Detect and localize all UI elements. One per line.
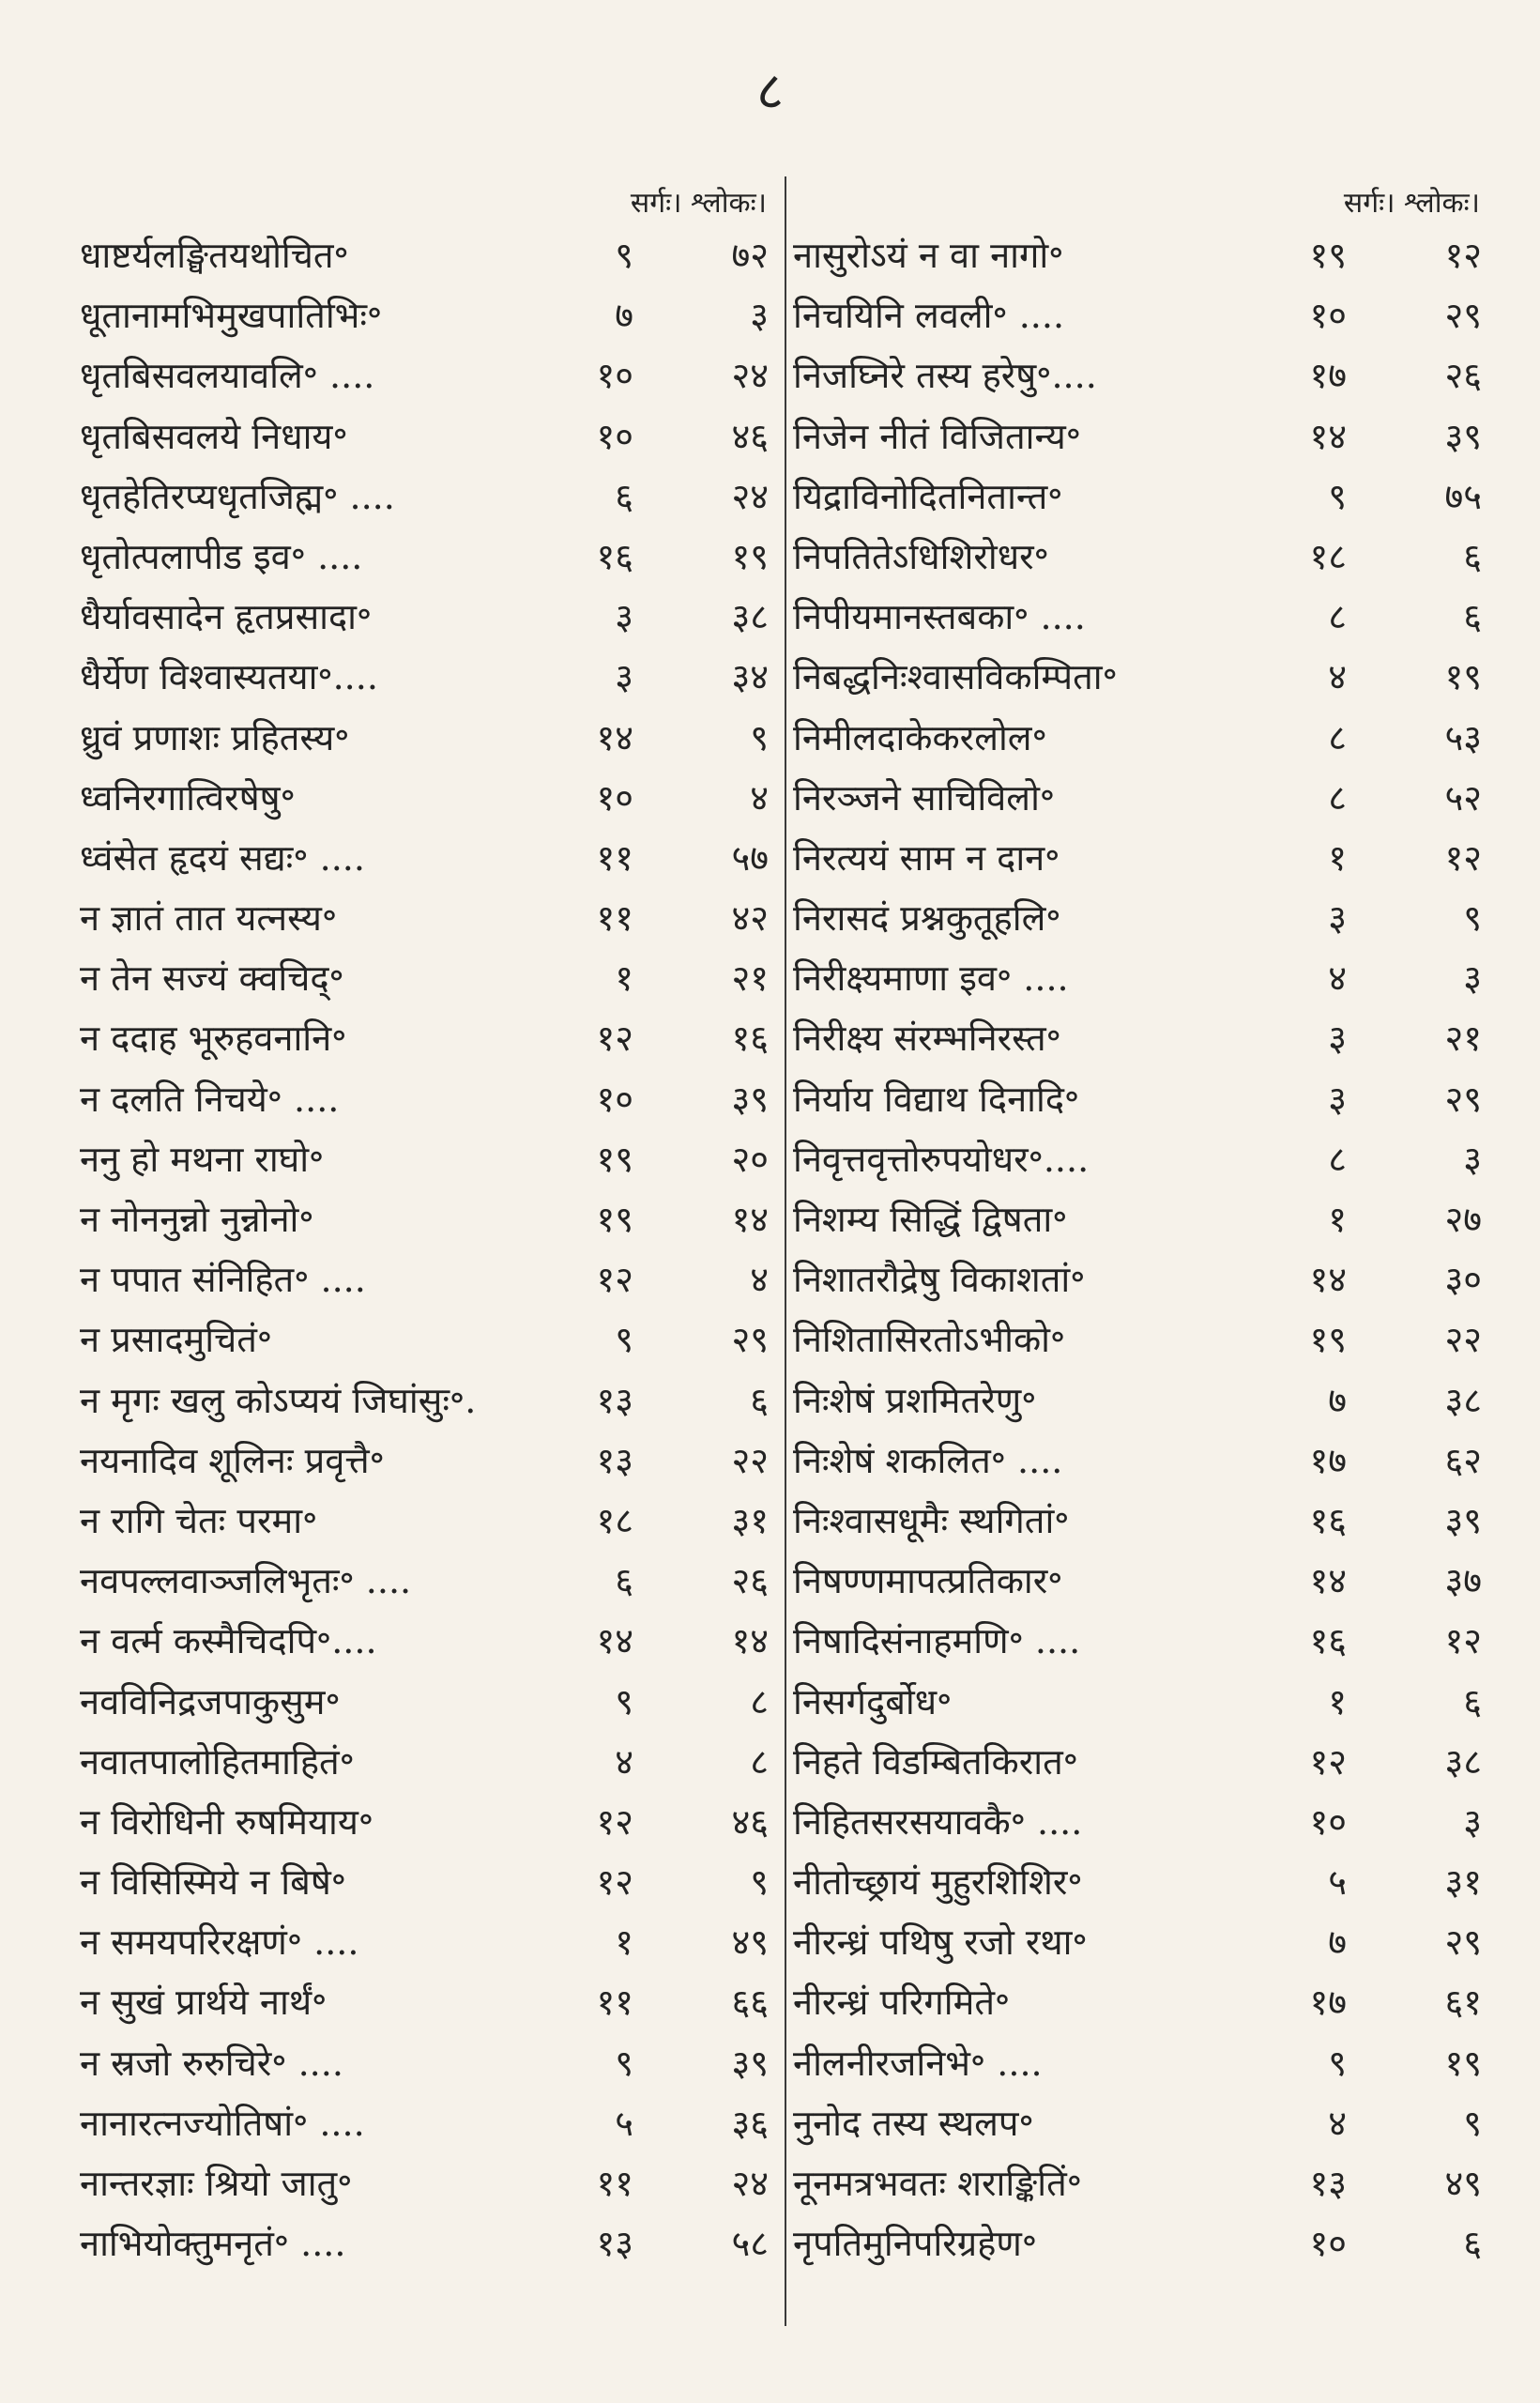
index-entry-row (793, 1249, 1487, 1309)
entry-text: न नोननुन्नो नुन्नोनो॰ (80, 1199, 314, 1240)
entry-text: नान्तरज्ञाः श्रियो जातु॰ (80, 2163, 353, 2204)
shloka-number: ६१ (1444, 1982, 1482, 2024)
left-column (80, 176, 774, 2273)
index-entry-row (793, 345, 1487, 406)
sarga-number: १६ (1309, 1620, 1347, 1662)
entry-text: निपतितेऽधिशिरोधर॰ (793, 535, 1049, 577)
sarga-number: १ (615, 957, 633, 1000)
index-entry-row (80, 708, 774, 768)
sarga-number: १४ (596, 1620, 633, 1662)
sarga-number: ४ (615, 1740, 633, 1783)
sarga-number: १७ (1309, 1982, 1347, 2024)
entry-text: निरत्ययं साम न दान॰ (793, 836, 1060, 879)
shloka-number: २१ (1444, 1018, 1482, 1060)
entry-text: नवपल्लवाञ्जलिभृतः॰ .... (80, 1560, 412, 1602)
index-entry-row (80, 1309, 774, 1370)
page-number: ८ (755, 61, 785, 122)
shloka-number: ७५ (1444, 475, 1482, 517)
index-entry-row (80, 1792, 774, 1852)
shloka-number: ४९ (731, 1921, 769, 1964)
entry-text: न विरोधिनी रुषमियाय॰ (80, 1800, 374, 1843)
sarga-number: ५ (615, 2102, 633, 2144)
shloka-number: ६ (1463, 535, 1482, 577)
shloka-number: ३९ (731, 1078, 769, 1120)
index-entry-row (80, 285, 774, 345)
entry-text: धूतानामभिमुखपातिभिः॰ (80, 295, 383, 337)
entry-text: निःशेषं शकलित॰ .... (793, 1439, 1063, 1481)
sarga-number: ३ (1328, 1078, 1347, 1120)
index-entry-row (80, 225, 774, 285)
index-entry-row (80, 1732, 774, 1792)
sarga-number: ९ (615, 1680, 633, 1722)
shloka-number: ३९ (731, 2042, 769, 2084)
entry-text: निषादिसंनाहमणि॰ .... (793, 1620, 1081, 1662)
sarga-number: ११ (596, 2163, 633, 2204)
sarga-number: १४ (1309, 1259, 1347, 1301)
entry-text: नासुरोऽयं न वा नागो॰ (793, 235, 1064, 276)
entry-text: न स्रजो रुरुचिरे॰ .... (80, 2042, 343, 2084)
index-entry-row (80, 1672, 774, 1732)
index-entry-row (793, 948, 1487, 1008)
entry-text: नूनमत्रभवतः शराङ्कितिं॰ (793, 2163, 1082, 2204)
index-entry-row (80, 1551, 774, 1611)
entry-text: ध्वंसेत हृदयं सद्यः॰ .... (80, 836, 365, 879)
shloka-number: ३ (1463, 957, 1482, 1000)
left-header-label: सर्गः। श्लोकः। (630, 187, 767, 220)
entry-text: ध्वनिरगात्विरषेषु॰ (80, 776, 296, 819)
entry-text: निशम्य सिद्धिं द्विषता॰ (793, 1199, 1068, 1240)
shloka-number: १९ (1444, 2042, 1482, 2084)
shloka-number: १२ (1444, 235, 1482, 276)
index-entry-row (793, 2033, 1487, 2093)
entry-text: धाष्टर्यलङ्घितयथोचित॰ (80, 235, 349, 276)
entry-text: ध्रुवं प्रणाशः प्रहितस्य॰ (80, 716, 350, 758)
shloka-number: ४ (750, 1259, 769, 1301)
shloka-number: ३ (1463, 1138, 1482, 1180)
index-entry-row (80, 2033, 774, 2093)
sarga-number: ९ (615, 1319, 633, 1361)
index-entry-row (80, 828, 774, 888)
index-entry-row (80, 2093, 774, 2153)
sarga-number: १३ (596, 1379, 633, 1421)
entry-text: नुनोद तस्य स्थलप॰ (793, 2102, 1034, 2144)
entry-text: यिद्राविनोदितनितान्त॰ (793, 475, 1063, 517)
entry-text: न प्रसादमुचितं॰ (80, 1319, 273, 1361)
index-entry-row (793, 1129, 1487, 1189)
sarga-number: ५ (1328, 1861, 1347, 1904)
sarga-number: ११ (596, 836, 633, 879)
entry-text: निःशेषं प्रशमितरेणु॰ (793, 1379, 1037, 1421)
entry-text: निर्याय विद्याथ दिनादि॰ (793, 1078, 1080, 1120)
entry-text: निबद्धनिःश्वासविकम्पिता॰ (793, 656, 1118, 698)
shloka-number: २४ (731, 355, 769, 397)
entry-text: निचयिनि लवली॰ .... (793, 295, 1065, 337)
shloka-number: २६ (1444, 355, 1482, 397)
shloka-number: १९ (731, 535, 769, 577)
index-entry-row (80, 587, 774, 647)
index-entry-row (80, 1069, 774, 1129)
index-entry-row (793, 467, 1487, 527)
shloka-number: ३८ (1444, 1379, 1482, 1421)
entry-text: न पपात संनिहित॰ .... (80, 1259, 366, 1301)
right-column (793, 176, 1487, 2273)
shloka-number: ३८ (1444, 1740, 1482, 1783)
index-entry-row (80, 1431, 774, 1491)
sarga-number: १७ (1309, 355, 1347, 397)
index-entry-row (80, 467, 774, 527)
index-entry-row (793, 406, 1487, 467)
sarga-number: १० (596, 415, 633, 457)
entry-text: निहितसरसयावकै॰ .... (793, 1800, 1083, 1843)
shloka-number: ९ (1463, 2102, 1482, 2144)
shloka-number: ३४ (731, 656, 769, 698)
shloka-number: ९ (750, 1861, 769, 1904)
sarga-number: ९ (615, 2042, 633, 2084)
shloka-number: ७२ (731, 235, 769, 276)
shloka-number: ५३ (1444, 716, 1482, 758)
index-entry-row (80, 1491, 774, 1551)
shloka-number: २६ (731, 1560, 769, 1602)
sarga-number: ७ (1328, 1379, 1347, 1421)
index-entry-row (80, 1189, 774, 1249)
sarga-number: ९ (1328, 475, 1347, 517)
entry-text: निरीक्ष्यमाणा इव॰ .... (793, 957, 1069, 1000)
sarga-number: ३ (1328, 897, 1347, 940)
entry-text: निरीक्ष्य संरम्भनिरस्त॰ (793, 1018, 1061, 1060)
entry-text: निसर्गदुर्बोध॰ (793, 1680, 953, 1722)
entry-text: न समयपरिरक्षणं॰ .... (80, 1921, 359, 1964)
shloka-number: ४२ (731, 897, 769, 940)
entry-text: न मृगः खलु कोऽप्ययं जिघांसुः॰. (80, 1379, 477, 1421)
entry-text: निशातरौद्रेषु विकाशतां॰ (793, 1259, 1086, 1301)
index-entry-row (793, 1491, 1487, 1551)
sarga-number: ३ (615, 596, 633, 638)
index-entry-row (793, 2093, 1487, 2153)
index-entry-row (793, 527, 1487, 587)
sarga-number: १८ (596, 1499, 633, 1541)
sarga-number: ८ (1328, 776, 1347, 819)
index-entry-row (80, 1852, 774, 1912)
right-column-header (793, 176, 1487, 225)
sarga-number: १२ (1309, 1740, 1347, 1783)
entry-text: निशितासिरतोऽभीको॰ (793, 1319, 1066, 1361)
sarga-number: ७ (1328, 1921, 1347, 1964)
right-header-label: सर्गः। श्लोकः। (1343, 187, 1480, 220)
entry-text: निरञ्जने साचिविलो॰ (793, 776, 1056, 819)
left-column-header (80, 176, 774, 225)
entry-text: निरासदं प्रश्नकुतूहलि॰ (793, 897, 1061, 940)
index-entry-row (793, 225, 1487, 285)
sarga-number: १० (1309, 2223, 1347, 2265)
index-entry-row (793, 1611, 1487, 1671)
index-entry-row (793, 285, 1487, 345)
entry-text: नीरन्ध्रं परिगमिते॰ (793, 1982, 1011, 2024)
sarga-number: १० (596, 1078, 633, 1120)
index-entry-row (80, 768, 774, 828)
index-entry-row (793, 2213, 1487, 2273)
entry-text: धृतोत्पलापीड इव॰ .... (80, 535, 363, 577)
shloka-number: ६ (750, 1379, 769, 1421)
shloka-number: ३१ (731, 1499, 769, 1541)
sarga-number: १० (1309, 1800, 1347, 1843)
sarga-number: ७ (615, 295, 633, 337)
entry-text: न विसिस्मिये न बिषे॰ (80, 1861, 346, 1904)
index-entry-row (793, 1792, 1487, 1852)
shloka-number: ६६ (731, 1982, 769, 2024)
shloka-number: १४ (731, 1199, 769, 1240)
sarga-number: ६ (615, 475, 633, 517)
sarga-number: ९ (1328, 2042, 1347, 2084)
sarga-number: १ (1328, 1680, 1347, 1722)
index-entry-row (793, 2153, 1487, 2213)
sarga-number: १६ (1309, 1499, 1347, 1541)
sarga-number: ९ (615, 235, 633, 276)
index-entry-row (80, 888, 774, 948)
entry-text: धृतबिसवलये निधाय॰ (80, 415, 348, 457)
entry-text: नानारत्नज्योतिषां॰ .... (80, 2102, 365, 2144)
shloka-number: ९ (1463, 897, 1482, 940)
shloka-number: २२ (731, 1439, 769, 1481)
entry-text: नाभियोक्तुमनृतं॰ .... (80, 2223, 346, 2265)
index-entry-row (80, 527, 774, 587)
index-entry-row (793, 1431, 1487, 1491)
shloka-number: ८ (750, 1740, 769, 1783)
entry-text: न रागि चेतः परमा॰ (80, 1499, 318, 1541)
index-entry-row (793, 1551, 1487, 1611)
shloka-number: ५७ (731, 836, 769, 879)
sarga-number: १० (596, 355, 633, 397)
shloka-number: ३ (750, 295, 769, 337)
entry-text: नयनादिव शूलिनः प्रवृत्तै॰ (80, 1439, 385, 1481)
index-entry-row (793, 828, 1487, 888)
shloka-number: १६ (731, 1018, 769, 1060)
entry-text: निपीयमानस्तबका॰ .... (793, 596, 1086, 638)
index-entry-row (80, 1611, 774, 1671)
index-entry-row (80, 2153, 774, 2213)
index-entry-row (80, 345, 774, 406)
shloka-number: ३० (1444, 1259, 1482, 1301)
shloka-number: ८ (750, 1680, 769, 1722)
index-entry-row (80, 1249, 774, 1309)
entry-text: निजघ्निरे तस्य हरेषु॰.... (793, 355, 1097, 397)
shloka-number: २१ (731, 957, 769, 1000)
shloka-number: २९ (1444, 1921, 1482, 1964)
sarga-number: १३ (1309, 2163, 1347, 2204)
entry-text: निषण्णमापत्प्रतिकार॰ (793, 1560, 1063, 1602)
index-entry-row (80, 1912, 774, 1972)
shloka-number: ३९ (1444, 415, 1482, 457)
entry-text: नीरन्ध्रं पथिषु रजो रथा॰ (793, 1921, 1088, 1964)
right-entry-list (793, 225, 1487, 2273)
entry-text: नवातपालोहितमाहितं॰ (80, 1740, 355, 1783)
shloka-number: ३ (1463, 1800, 1482, 1843)
entry-text: निःश्वासधूमैः स्थगितां॰ (793, 1499, 1070, 1541)
sarga-number: ११ (596, 1982, 633, 2024)
sarga-number: ३ (1328, 1018, 1347, 1060)
entry-text: नीतोच्छ्रायं मुहुरशिशिर॰ (793, 1861, 1083, 1904)
index-entry-row (793, 1912, 1487, 1972)
shloka-number: ४६ (731, 1800, 769, 1843)
sarga-number: १९ (596, 1138, 633, 1180)
shloka-number: ४ (750, 776, 769, 819)
column-divider (785, 176, 786, 2326)
shloka-number: ४६ (731, 415, 769, 457)
sarga-number: १८ (1309, 535, 1347, 577)
sarga-number: ३ (615, 656, 633, 698)
entry-text: न दलति निचये॰ .... (80, 1078, 340, 1120)
shloka-number: ३८ (731, 596, 769, 638)
sarga-number: १० (596, 776, 633, 819)
shloka-number: २४ (731, 2163, 769, 2204)
shloka-number: ३६ (731, 2102, 769, 2144)
index-entry-row (80, 647, 774, 707)
shloka-number: २२ (1444, 1319, 1482, 1361)
sarga-number: १४ (1309, 415, 1347, 457)
sarga-number: १ (615, 1921, 633, 1964)
entry-text: नृपतिमुनिपरिग्रहेण॰ (793, 2223, 1038, 2265)
sarga-number: ११ (596, 897, 633, 940)
shloka-number: ६ (1463, 2223, 1482, 2265)
sarga-number: १७ (1309, 1439, 1347, 1481)
entry-text: न ददाह भूरुहवनानि॰ (80, 1018, 347, 1060)
index-entry-row (80, 948, 774, 1008)
index-entry-row (80, 1129, 774, 1189)
entry-text: निजेन नीतं विजितान्य॰ (793, 415, 1081, 457)
shloka-number: ५८ (731, 2223, 769, 2265)
entry-text: नीलनीरजनिभे॰ .... (793, 2042, 1043, 2084)
entry-text: निमीलदाकेकरलोल॰ (793, 716, 1047, 758)
index-entry-row (80, 1972, 774, 2032)
entry-text: न तेन सज्यं क्वचिद्॰ (80, 957, 344, 1000)
sarga-number: १९ (1309, 1319, 1347, 1361)
index-entry-row (793, 708, 1487, 768)
index-entry-row (793, 1732, 1487, 1792)
entry-text: धृतबिसवलयावलि॰ .... (80, 355, 375, 397)
sarga-number: १६ (596, 535, 633, 577)
sarga-number: १० (1309, 295, 1347, 337)
index-entry-row (793, 1852, 1487, 1912)
shloka-number: २७ (1444, 1199, 1482, 1240)
sarga-number: १२ (596, 1018, 633, 1060)
index-entry-row (793, 1672, 1487, 1732)
shloka-number: ९ (750, 716, 769, 758)
index-entry-row (80, 2213, 774, 2273)
shloka-number: १४ (731, 1620, 769, 1662)
shloka-number: २९ (731, 1319, 769, 1361)
sarga-number: १२ (596, 1800, 633, 1843)
index-entry-row (793, 1370, 1487, 1431)
shloka-number: ६ (1463, 1680, 1482, 1722)
shloka-number: ५२ (1444, 776, 1482, 819)
shloka-number: २० (731, 1138, 769, 1180)
index-entry-row (793, 1309, 1487, 1370)
index-entry-row (793, 1008, 1487, 1068)
shloka-number: २४ (731, 475, 769, 517)
index-entry-row (80, 406, 774, 467)
shloka-number: ३१ (1444, 1861, 1482, 1904)
sarga-number: १२ (596, 1861, 633, 1904)
shloka-number: ३९ (1444, 1499, 1482, 1541)
sarga-number: १ (1328, 836, 1347, 879)
index-entry-row (793, 1189, 1487, 1249)
index-entry-row (793, 768, 1487, 828)
shloka-number: १२ (1444, 836, 1482, 879)
entry-text: न वर्त्म कस्मैचिदपि॰.... (80, 1620, 377, 1662)
sarga-number: १९ (596, 1199, 633, 1240)
sarga-number: १३ (596, 2223, 633, 2265)
sarga-number: ४ (1328, 2102, 1347, 2144)
sarga-number: ८ (1328, 716, 1347, 758)
shloka-number: १९ (1444, 656, 1482, 698)
shloka-number: ३७ (1444, 1560, 1482, 1602)
entry-text: धैर्येण विश्वास्यतया॰.... (80, 656, 378, 698)
shloka-number: २९ (1444, 295, 1482, 337)
sarga-number: १४ (1309, 1560, 1347, 1602)
entry-text: धृतहेतिरप्यधृतजिह्म॰ .... (80, 475, 395, 517)
left-entry-list (80, 225, 774, 2273)
shloka-number: ६२ (1444, 1439, 1482, 1481)
sarga-number: १२ (596, 1259, 633, 1301)
entry-text: निहते विडम्बितकिरात॰ (793, 1740, 1078, 1783)
sarga-number: ४ (1328, 957, 1347, 1000)
shloka-number: २९ (1444, 1078, 1482, 1120)
index-entry-row (80, 1370, 774, 1431)
entry-text: निवृत्तवृत्तोरुपयोधर॰.... (793, 1138, 1090, 1180)
index-entry-row (793, 587, 1487, 647)
shloka-number: ६ (1463, 596, 1482, 638)
sarga-number: १ (1328, 1199, 1347, 1240)
index-entry-row (80, 1008, 774, 1068)
sarga-number: १४ (596, 716, 633, 758)
sarga-number: ४ (1328, 656, 1347, 698)
sarga-number: १३ (596, 1439, 633, 1481)
index-entry-row (793, 1069, 1487, 1129)
sarga-number: १९ (1309, 235, 1347, 276)
entry-text: न ज्ञातं तात यत्नस्य॰ (80, 897, 338, 940)
sarga-number: ६ (615, 1560, 633, 1602)
index-entry-row (793, 647, 1487, 707)
sarga-number: ८ (1328, 1138, 1347, 1180)
entry-text: धैर्यावसादेन हृतप्रसादा॰ (80, 596, 373, 638)
shloka-number: ४९ (1444, 2163, 1482, 2204)
entry-text: न सुखं प्रार्थये नार्थं॰ (80, 1982, 328, 2024)
shloka-number: १२ (1444, 1620, 1482, 1662)
index-entry-row (793, 888, 1487, 948)
sarga-number: ८ (1328, 596, 1347, 638)
index-entry-row (793, 1972, 1487, 2032)
entry-text: नवविनिद्रजपाकुसुम॰ (80, 1680, 341, 1722)
entry-text: ननु हो मथना राघो॰ (80, 1138, 325, 1180)
